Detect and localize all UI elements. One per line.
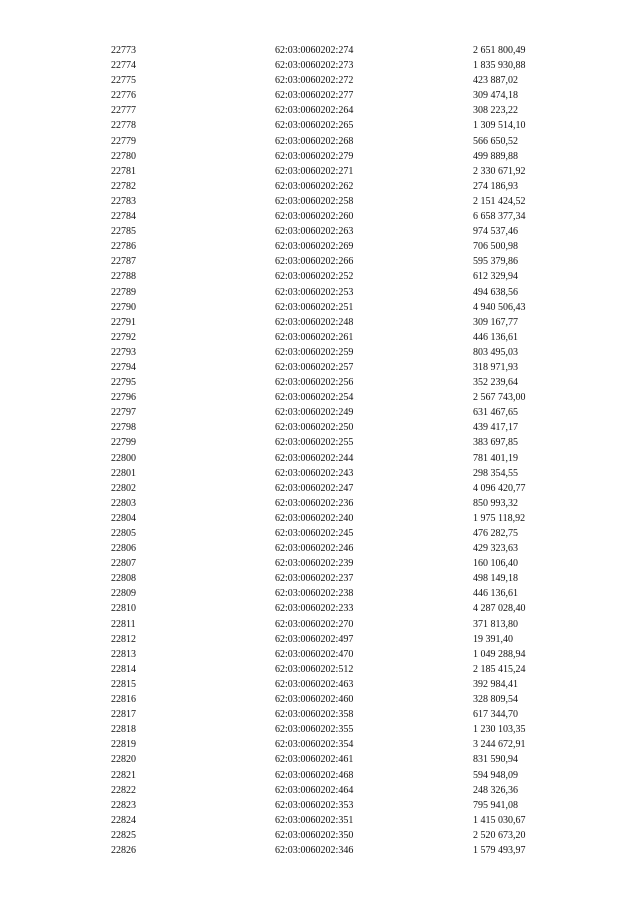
amount-value: 4 287 028,40: [473, 603, 526, 615]
table-row: [0, 164, 640, 179]
row-number: 22787: [111, 256, 136, 268]
table-row: [0, 330, 640, 345]
cadastral-number: 62:03:0060202:270: [275, 618, 354, 630]
cadastral-number: 62:03:0060202:463: [275, 678, 354, 690]
cadastral-number: 62:03:0060202:279: [275, 150, 354, 162]
amount-value: 383 697,85: [473, 437, 518, 449]
cadastral-number: 62:03:0060202:470: [275, 648, 354, 660]
cadastral-number: 62:03:0060202:257: [275, 361, 354, 373]
row-number: 22792: [111, 331, 136, 343]
amount-value: 309 167,77: [473, 316, 518, 328]
table-row: [0, 783, 640, 798]
row-number: 22826: [111, 844, 136, 856]
amount-value: 594 948,09: [473, 769, 518, 781]
row-number: 22781: [111, 165, 136, 177]
row-number: 22806: [111, 543, 136, 555]
table-row: [0, 677, 640, 692]
amount-value: 248 326,36: [473, 784, 518, 796]
cadastral-number: 62:03:0060202:256: [275, 377, 354, 389]
amount-value: 4 940 506,43: [473, 301, 526, 313]
row-number: 22822: [111, 784, 136, 796]
table-row: [0, 194, 640, 209]
table-row: [0, 179, 640, 194]
row-number: 22819: [111, 739, 136, 751]
cadastral-number: 62:03:0060202:274: [275, 45, 354, 56]
row-number: 22779: [111, 135, 136, 147]
cadastral-number: 62:03:0060202:259: [275, 346, 354, 358]
cadastral-number: 62:03:0060202:248: [275, 316, 354, 328]
row-number: 22812: [111, 633, 136, 645]
table-row: [0, 571, 640, 586]
amount-value: 2 567 743,00: [473, 392, 526, 404]
cadastral-number: 62:03:0060202:262: [275, 180, 354, 192]
table-row: [0, 224, 640, 239]
cadastral-number: 62:03:0060202:268: [275, 135, 354, 147]
table-row: [0, 88, 640, 103]
table-row: [0, 556, 640, 571]
cadastral-number: 62:03:0060202:354: [275, 739, 354, 751]
row-number: 22788: [111, 271, 136, 283]
table-row: [0, 360, 640, 375]
row-number: 22800: [111, 452, 136, 464]
cadastral-number: 62:03:0060202:350: [275, 829, 354, 841]
row-number: 22793: [111, 346, 136, 358]
table-row: [0, 632, 640, 647]
row-number: 22805: [111, 528, 136, 539]
amount-value: 499 889,88: [473, 150, 518, 162]
cadastral-number: 62:03:0060202:346: [275, 844, 354, 856]
table-row: [0, 647, 640, 662]
row-number: 22821: [111, 769, 136, 781]
table-row: [0, 73, 640, 88]
amount-value: 1 579 493,97: [473, 844, 526, 856]
cadastral-number: 62:03:0060202:351: [275, 814, 354, 826]
amount-value: 1 835 930,88: [473, 60, 526, 72]
table-row: [0, 375, 640, 390]
cadastral-number: 62:03:0060202:245: [275, 528, 354, 539]
amount-value: 803 495,03: [473, 346, 518, 358]
cadastral-number: 62:03:0060202:251: [275, 301, 354, 313]
amount-value: 1 230 103,35: [473, 724, 526, 736]
amount-value: 494 638,56: [473, 286, 518, 298]
table-row: [0, 315, 640, 330]
cadastral-number: 62:03:0060202:269: [275, 241, 354, 253]
row-number: 22773: [111, 45, 136, 56]
row-number: 22799: [111, 437, 136, 449]
amount-value: 1 415 030,67: [473, 814, 526, 826]
row-number: 22808: [111, 573, 136, 585]
table-row: [0, 269, 640, 284]
table-row: [0, 466, 640, 481]
amount-value: 2 185 415,24: [473, 663, 526, 675]
table-row: [0, 481, 640, 496]
cadastral-number: 62:03:0060202:250: [275, 422, 354, 434]
row-number: 22803: [111, 497, 136, 509]
amount-value: 1 049 288,94: [473, 648, 526, 660]
cadastral-number: 62:03:0060202:237: [275, 573, 354, 585]
row-number: 22814: [111, 663, 136, 675]
row-number: 22802: [111, 482, 136, 494]
row-number: 22804: [111, 512, 136, 524]
cadastral-number: 62:03:0060202:258: [275, 195, 354, 207]
cadastral-number: 62:03:0060202:246: [275, 543, 354, 555]
row-number: 22778: [111, 120, 136, 132]
amount-value: 498 149,18: [473, 573, 518, 585]
table-row: [0, 798, 640, 813]
amount-value: 831 590,94: [473, 754, 518, 766]
table-row: [0, 420, 640, 435]
amount-value: 446 136,61: [473, 588, 518, 600]
table-row: [0, 601, 640, 616]
amount-value: 423 887,02: [473, 75, 518, 87]
row-number: 22823: [111, 799, 136, 811]
table-row: [0, 813, 640, 828]
cadastral-number: 62:03:0060202:233: [275, 603, 354, 615]
cadastral-number: 62:03:0060202:272: [275, 75, 354, 87]
row-number: 22818: [111, 724, 136, 736]
cadastral-number: 62:03:0060202:239: [275, 558, 354, 570]
amount-value: 795 941,08: [473, 799, 518, 811]
amount-value: 2 151 424,52: [473, 195, 526, 207]
amount-value: 4 096 420,77: [473, 482, 526, 494]
table-row: [0, 843, 640, 858]
cadastral-number: 62:03:0060202:464: [275, 784, 354, 796]
table-row: [0, 103, 640, 118]
row-number: 22776: [111, 90, 136, 102]
amount-value: 6 658 377,34: [473, 211, 526, 223]
amount-value: 371 813,80: [473, 618, 518, 630]
row-number: 22791: [111, 316, 136, 328]
row-number: 22809: [111, 588, 136, 600]
table-row: [0, 828, 640, 843]
amount-value: 706 500,98: [473, 241, 518, 253]
cadastral-number: 62:03:0060202:255: [275, 437, 354, 449]
row-number: 22810: [111, 603, 136, 615]
amount-value: 352 239,64: [473, 377, 518, 389]
table-row: [0, 58, 640, 73]
row-number: 22813: [111, 648, 136, 660]
table-row: [0, 345, 640, 360]
row-number: 22784: [111, 211, 136, 223]
cadastral-number: 62:03:0060202:240: [275, 512, 354, 524]
cadastral-number: 62:03:0060202:355: [275, 724, 354, 736]
row-number: 22782: [111, 180, 136, 192]
cadastral-number: 62:03:0060202:261: [275, 331, 354, 343]
table-row: [0, 285, 640, 300]
cadastral-number: 62:03:0060202:353: [275, 799, 354, 811]
amount-value: 850 993,32: [473, 497, 518, 509]
cadastral-number: 62:03:0060202:358: [275, 709, 354, 721]
cadastral-number: 62:03:0060202:512: [275, 663, 354, 675]
amount-value: 19 391,40: [473, 633, 513, 645]
cadastral-number: 62:03:0060202:273: [275, 60, 354, 72]
cadastral-number: 62:03:0060202:460: [275, 694, 354, 706]
table-row: [0, 149, 640, 164]
cadastral-number: 62:03:0060202:468: [275, 769, 354, 781]
row-number: 22817: [111, 709, 136, 721]
cadastral-number: 62:03:0060202:497: [275, 633, 354, 645]
row-number: 22786: [111, 241, 136, 253]
table-row: [0, 43, 640, 58]
data-table: [0, 43, 640, 858]
table-row: [0, 405, 640, 420]
amount-value: 974 537,46: [473, 226, 518, 238]
table-row: [0, 209, 640, 224]
amount-value: 3 244 672,91: [473, 739, 526, 751]
table-row: [0, 390, 640, 405]
amount-value: 612 329,94: [473, 271, 518, 283]
row-number: 22807: [111, 558, 136, 570]
amount-value: 446 136,61: [473, 331, 518, 343]
row-number: 22797: [111, 407, 136, 419]
amount-value: 1 309 514,10: [473, 120, 526, 132]
table-row: [0, 662, 640, 677]
table-row: [0, 300, 640, 315]
table-row: [0, 526, 640, 541]
cadastral-number: 62:03:0060202:260: [275, 211, 354, 223]
amount-value: 781 401,19: [473, 452, 518, 464]
amount-value: 274 186,93: [473, 180, 518, 192]
row-number: 22815: [111, 678, 136, 690]
amount-value: 2 330 671,92: [473, 165, 526, 177]
row-number: 22790: [111, 301, 136, 313]
row-number: 22785: [111, 226, 136, 238]
amount-value: 631 467,65: [473, 407, 518, 419]
cadastral-number: 62:03:0060202:236: [275, 497, 354, 509]
amount-value: 392 984,41: [473, 678, 518, 690]
row-number: 22795: [111, 377, 136, 389]
amount-value: 160 106,40: [473, 558, 518, 570]
row-number: 22796: [111, 392, 136, 404]
table-row: [0, 617, 640, 632]
cadastral-number: 62:03:0060202:238: [275, 588, 354, 600]
cadastral-number: 62:03:0060202:271: [275, 165, 354, 177]
cadastral-number: 62:03:0060202:277: [275, 90, 354, 102]
amount-value: 617 344,70: [473, 709, 518, 721]
cadastral-number: 62:03:0060202:253: [275, 286, 354, 298]
amount-value: 566 650,52: [473, 135, 518, 147]
amount-value: 595 379,86: [473, 256, 518, 268]
amount-value: 429 323,63: [473, 543, 518, 555]
row-number: 22825: [111, 829, 136, 841]
table-row: [0, 752, 640, 767]
row-number: 22780: [111, 150, 136, 162]
row-number: 22816: [111, 694, 136, 706]
table-row: [0, 737, 640, 752]
amount-value: 1 975 118,92: [473, 512, 526, 524]
row-number: 22777: [111, 105, 136, 117]
table-row: [0, 496, 640, 511]
amount-value: 298 354,55: [473, 467, 518, 479]
row-number: 22775: [111, 75, 136, 87]
cadastral-number: 62:03:0060202:461: [275, 754, 354, 766]
table-row: [0, 707, 640, 722]
row-number: 22789: [111, 286, 136, 298]
row-number: 22798: [111, 422, 136, 434]
amount-value: 2 520 673,20: [473, 829, 526, 841]
row-number: 22801: [111, 467, 136, 479]
table-row: [0, 541, 640, 556]
cadastral-number: 62:03:0060202:249: [275, 407, 354, 419]
table-row: [0, 254, 640, 269]
table-row: [0, 586, 640, 601]
table-row: [0, 451, 640, 466]
amount-value: 309 474,18: [473, 90, 518, 102]
row-number: 22824: [111, 814, 136, 826]
cadastral-number: 62:03:0060202:252: [275, 271, 354, 283]
table-row: [0, 134, 640, 149]
table-row: [0, 511, 640, 526]
table-row: [0, 239, 640, 254]
amount-value: 318 971,93: [473, 361, 518, 373]
cadastral-number: 62:03:0060202:244: [275, 452, 354, 464]
cadastral-number: 62:03:0060202:254: [275, 392, 354, 404]
cadastral-number: 62:03:0060202:247: [275, 482, 354, 494]
cadastral-number: 62:03:0060202:243: [275, 467, 354, 479]
table-row: [0, 118, 640, 133]
amount-value: 2 651 800,49: [473, 45, 526, 56]
amount-value: 328 809,54: [473, 694, 518, 706]
amount-value: 439 417,17: [473, 422, 518, 434]
table-row: [0, 692, 640, 707]
cadastral-number: 62:03:0060202:266: [275, 256, 354, 268]
row-number: 22774: [111, 60, 136, 72]
table-row: [0, 435, 640, 450]
table-row: [0, 722, 640, 737]
amount-value: 308 223,22: [473, 105, 518, 117]
table-row: [0, 768, 640, 783]
cadastral-number: 62:03:0060202:264: [275, 105, 354, 117]
row-number: 22783: [111, 195, 136, 207]
cadastral-number: 62:03:0060202:263: [275, 226, 354, 238]
cadastral-number: 62:03:0060202:265: [275, 120, 354, 132]
row-number: 22811: [111, 618, 136, 630]
row-number: 22820: [111, 754, 136, 766]
row-number: 22794: [111, 361, 136, 373]
amount-value: 476 282,75: [473, 528, 518, 539]
